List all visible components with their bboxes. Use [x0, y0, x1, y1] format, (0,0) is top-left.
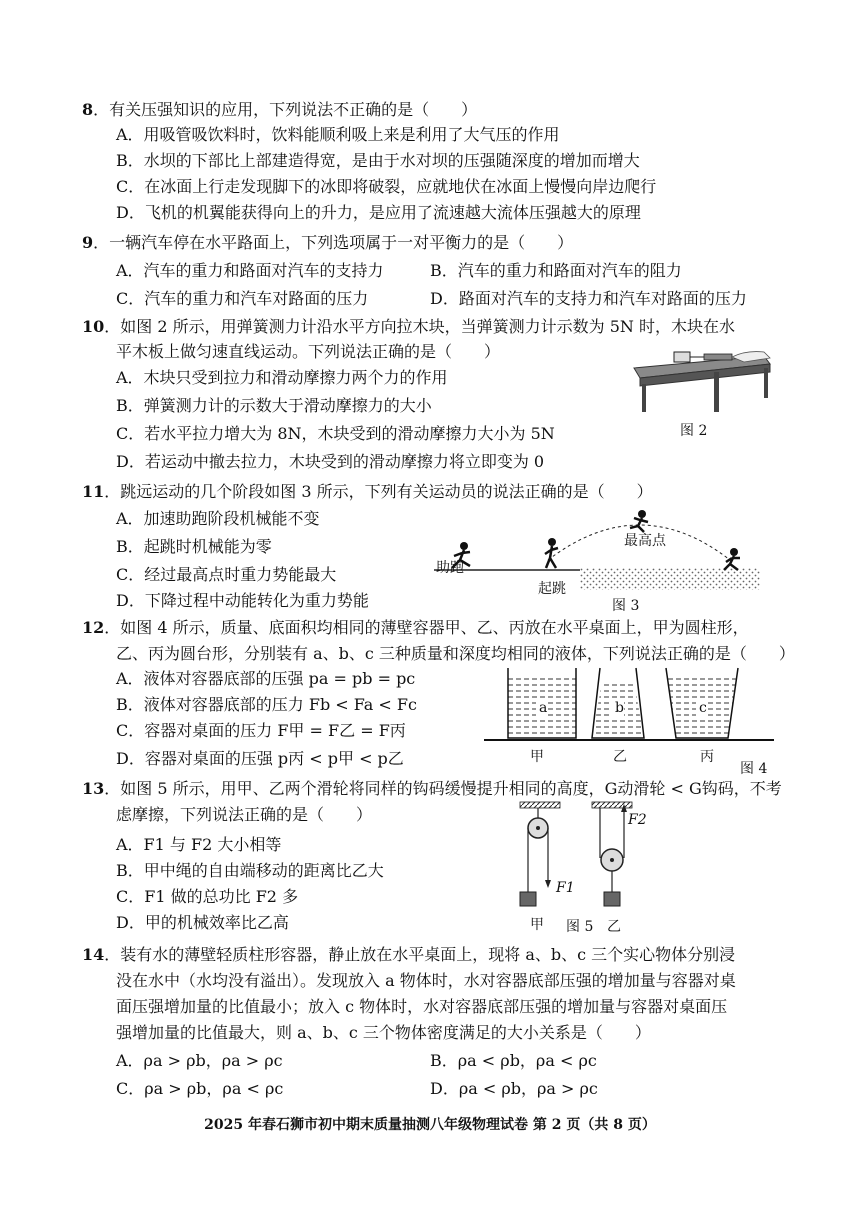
q13-stem-line2: 虑摩擦，下列说法正确的是（ ）: [116, 805, 373, 824]
q9-option-d: D．路面对汽车的支持力和汽车对路面的压力: [430, 289, 747, 308]
figure-5-pulley-2: 乙: [607, 919, 621, 935]
figure-2-caption: 图 2: [680, 423, 708, 439]
q8-option-d: D．飞机的机翼能获得向上的升力，是应用了流速越大流体压强越大的原理: [116, 203, 641, 222]
q12-stem-line1: [82, 617, 749, 639]
q10-stem-line2: 平木板上做匀速直线运动。下列说法正确的是（ ）: [116, 342, 501, 361]
q12-option-a: A．液体对容器底部的压强 pa = pb = pc: [116, 669, 416, 688]
q8-number: 8: [82, 100, 94, 119]
q8-stem: [82, 99, 477, 121]
figure-2-spring-scale: [624, 338, 774, 414]
q13-option-d: D．甲的机械效率比乙高: [116, 913, 289, 932]
q10-option-a: A．木块只受到拉力和滑动摩擦力两个力的作用: [116, 368, 448, 387]
q14-option-a: A．ρa > ρb，ρa > ρc: [116, 1051, 283, 1070]
q13-option-c: C．F1 做的总功比 F2 多: [116, 887, 299, 906]
figure-4-container-3: 丙: [700, 749, 714, 765]
q8-option-c: C．在冰面上行走发现脚下的冰即将破裂，应就地伏在冰面上慢慢向岸边爬行: [116, 177, 657, 196]
q14-stem-line4: 强增加量的比值最大，则 a、b、c 三个物体密度满足的大小关系是（ ）: [116, 1023, 651, 1042]
page-footer: 2025 年春石狮市初中期末质量抽测八年级物理试卷 第 2 页（共 8 页）: [204, 1117, 656, 1133]
q13-option-a: A．F1 与 F2 大小相等: [116, 835, 282, 854]
q13-stem-text1: ．如图 5 所示，用甲、乙两个滑轮将同样的钩码缓慢提升相同的高度，G动滑轮 < G钩码，不考: [104, 779, 782, 798]
q14-stem-line1: [82, 944, 735, 966]
figure-3-label-run: 助跑: [436, 560, 464, 576]
q10-stem-line1: [82, 316, 735, 338]
figure-3-label-jump: 起跳: [538, 581, 566, 597]
figure-4-caption: 图 4: [740, 761, 768, 777]
q9-stem: [82, 232, 573, 254]
q9-option-a: A．汽车的重力和路面对汽车的支持力: [116, 261, 384, 280]
q9-option-b: B．汽车的重力和路面对汽车的阻力: [430, 261, 682, 280]
q12-number: 12: [82, 618, 105, 637]
q14-option-d: D．ρa < ρb，ρa > ρc: [430, 1079, 598, 1098]
figure-4-containers: [484, 664, 774, 746]
q10-stem-text1: ．如图 2 所示，用弹簧测力计沿水平方向拉木块，当弹簧测力计示数为 5N 时，木块在水: [104, 317, 735, 336]
q12-option-d: D．容器对桌面的压强 p丙 < p甲 < p乙: [116, 749, 404, 768]
figure-3-long-jump: [430, 508, 770, 594]
q11-stem: [82, 481, 653, 503]
q12-option-b: B．液体对容器底部的压力 Fb < Fa < Fc: [116, 695, 417, 714]
figure-4-container-2: 乙: [613, 749, 627, 765]
figure-3-label-top: 最高点: [624, 533, 666, 549]
q14-stem-line3: 面压强增加量的比值最小；放入 c 物体时，水对容器底部压强的增加量与容器对桌面压: [116, 997, 728, 1016]
figure-4-label-b: b: [615, 700, 624, 716]
q12-stem-line2: 乙、丙为圆台形，分别装有 a、b、c 三种质量和深度均相同的液体，下列说法正确的是（ ）: [116, 644, 795, 663]
figure-5-caption: 图 5: [566, 919, 594, 935]
q11-stem-text: ．跳远运动的几个阶段如图 3 所示，下列有关运动员的说法正确的是（ ）: [104, 482, 653, 501]
figure-5-force-2: F2: [628, 812, 647, 828]
q11-option-a: A．加速助跑阶段机械能不变: [116, 509, 320, 528]
q13-option-b: B．甲中绳的自由端移动的距离比乙大: [116, 861, 384, 880]
q11-number: 11: [82, 482, 105, 501]
q11-option-c: C．经过最高点时重力势能最大: [116, 565, 337, 584]
q10-option-b: B．弹簧测力计的示数大于滑动摩擦力的大小: [116, 396, 432, 415]
q14-number: 14: [82, 945, 105, 964]
q14-option-b: B．ρa < ρb，ρa < ρc: [430, 1051, 597, 1070]
q9-number: 9: [82, 233, 94, 252]
q10-option-d: D．若运动中撤去拉力，木块受到的滑动摩擦力将立即变为 0: [116, 452, 545, 471]
q14-stem-line2: 没在水中（水均没有溢出）。发现放入 a 物体时，水对容器底部压强的增加量与容器对桌: [116, 971, 736, 990]
q8-option-a: A．用吸管吸饮料时，饮料能顺利吸上来是利用了大气压的作用: [116, 125, 560, 144]
q10-option-c: C．若水平拉力增大为 8N，木块受到的滑动摩擦力大小为 5N: [116, 424, 555, 443]
figure-4-container-1: 甲: [530, 749, 544, 765]
q12-option-c: C．容器对桌面的压力 F甲 = F乙 = F丙: [116, 721, 406, 740]
q14-stem-text1: ．装有水的薄壁轻质柱形容器，静止放在水平桌面上，现将 a、b、c 三个实心物体分别浸: [104, 945, 736, 964]
q12-stem-text1: ．如图 4 所示，质量、底面积均相同的薄壁容器甲、乙、丙放在水平桌面上，甲为圆柱形，: [104, 618, 749, 637]
figure-4-label-c: c: [699, 700, 707, 716]
figure-3-caption: 图 3: [612, 598, 640, 614]
q9-stem-text: ．一辆汽车停在水平路面上，下列选项属于一对平衡力的是（ ）: [93, 233, 574, 252]
q9-option-c: C．汽车的重力和汽车对路面的压力: [116, 289, 369, 308]
q11-option-b: B．起跳时机械能为零: [116, 537, 272, 556]
q14-option-c: C．ρa > ρb，ρa < ρc: [116, 1079, 284, 1098]
q13-stem-line1: [82, 778, 782, 800]
q8-stem-text: ．有关压强知识的应用，下列说法不正确的是（ ）: [93, 100, 478, 119]
figure-5-force-1: F1: [556, 880, 575, 896]
q10-number: 10: [82, 317, 105, 336]
q11-option-d: D．下降过程中动能转化为重力势能: [116, 591, 369, 610]
figure-4-label-a: a: [539, 700, 548, 716]
q8-option-b: B．水坝的下部比上部建造得宽，是由于水对坝的压强随深度的增加而增大: [116, 151, 640, 170]
figure-5-pulley-1: 甲: [530, 917, 544, 933]
q13-number: 13: [82, 779, 105, 798]
